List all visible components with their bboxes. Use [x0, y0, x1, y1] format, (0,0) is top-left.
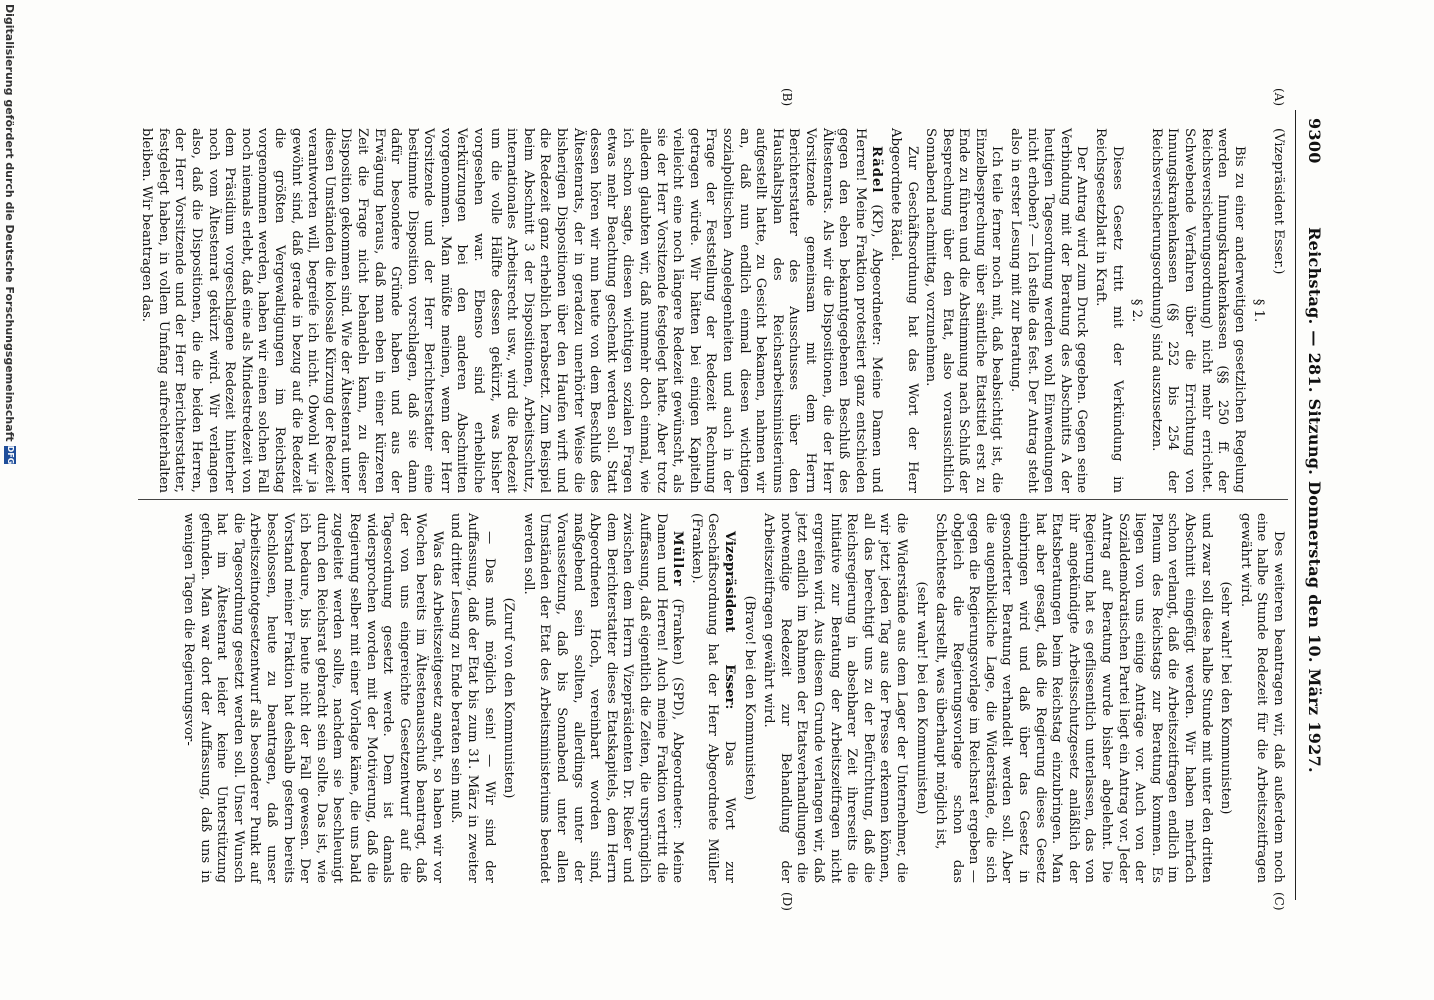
speech-text: (KP), Abgeordneter: Meine Damen und Herren! Meine Fraktion protestiert ganz entschieden gegen den eben bekanntgegebenen Beschluß des Ältestenrats. Als wir die Dispositionen, die der Herr Vorsitzende gemeinsam mit dem Herrn Berichterstatter des Ausschusses über den Haushaltsplan des Reichsarbeitsministeriums aufgestellt hatte, zu Gesicht bekamen, nahmen wir an, daß nun endlich einmal diesen wichtigen sozialpolitischen Angelegenheiten und auch in der Frage der Feststellung der Redezeit Rechnung getragen würde. Wir hätten bei einigen Kapiteln vielleicht eine noch längere Redezeit gewünscht, als sie der Herr Vorsitzende festgelegt hatte. Aber trotz alledem glaubten wir, daß nunmehr doch einmal, wie ich schon sagte, diesen wichtigen sozialen Fragen etwas mehr Beachtung geschenkt werden soll. Statt dessen hören wir nun heute von dem Beschluß des Ältestenrats, der in geradezu unerhörter Weise die bisherigen Dispositionen über den Haufen wirft und die Redezeit ganz erheblich herabsetzt. Zum Beispiel beim Abschnitt 3 der Dispositionen, Arbeitsschutz, internationales Arbeitsrecht usw., wird die Redezeit um die volle Hälfte dessen gekürzt, was bisher vorgesehen war. Ebenso sind erhebliche Verkürzungen bei den anderen Abschnitten vorgenommen. Man müßte meinen, wenn der Herr Vorsitzende und der Herr Berichterstatter eine bestimmte Disposition vorschlagen, daß sie dann dafür besondere Gründe haben und aus der Erwägung heraus, daß man eben in einer kürzeren Zeit die Frage nicht behandeln kann, zu dieser Disposition gekommen sind. Wie der Ältestenrat unter diesen Umständen die kolossale Kürzung der Redezeit verantworten will, begreife ich nicht. Obwohl wir ja gewöhnt sind, daß gerade in bezug auf die Redezeit die größten Vergewaltigungen im Reichstag vorgenommen werden, haben wir einen solchen Fall noch niemals erlebt, daß eine als Mindestredezeit von dem Präsidium vorgeschlagene Redezeit hinterher noch vom Ältestenrat gekürzt wird. Wir verlangen also, daß die Dispositionen, die die beiden Herren, der Herr Vorsitzende und der Herr Berichterstatter, festgelegt haben, in vollem Umfang aufrechterhalten bleiben. Wir beantragen das.: [139, 128, 885, 493]
section-2-text: Dieses Gesetz tritt mit der Verkündung im Reichsgesetzblatt in Kraft.: [1093, 128, 1125, 493]
speech-mueller: [519, 513, 685, 883]
dfg-logo-icon: DFG: [6, 445, 15, 465]
left-column: [136, 128, 1286, 493]
margin-marker-d: (D): [780, 892, 794, 911]
margin-marker-c: (C): [1272, 892, 1286, 911]
section-1-text: Bis zu einer anderweitigen gesetzlichen Regelung werden Innungskrankenkassen (§§ 250 ff. der Reichsversicherungsordnung) nicht mehr errichtet. Schwebende Verfahren über die Errichtung von Innungskrankenkassen (§§ 252 bis 254 der Reichsversicherungsordnung) sind auszusetzen.: [1148, 128, 1247, 493]
chair-name: Vizepräsident Esser:: [722, 531, 737, 710]
chair-statement: [687, 513, 737, 883]
speech-radel: [138, 128, 885, 493]
interjection: (Zuruf von den Kommunisten): [501, 597, 517, 799]
speaker-name: Müller: [670, 531, 686, 587]
footer-credit: Digitalisierung gefördert durch die Deutsche Forschungsgemeinschaft: [3, 4, 17, 442]
margin-marker-a: (A): [1272, 88, 1286, 107]
interjection: (sehr wahr! bei den Kommunisten): [913, 581, 929, 815]
speech-text: (Franken) (SPD), Abgeordneter: Meine Damen und Herren! Auch meine Fraktion vertritt die Auffassung, daß eigentlich die Zeiten, die ursprünglich zwischen dem Herrn Vizepräsidenten Dr. Rießer und dem Berichterstatter dieses Etatskapitels, dem Herrn Abgeordneten Hoch, vereinbart worden sind, maßgebend sein sollten, allerdings unter der Voraussetzung, daß bis Sonnabend unter allen Umständen der Etat des Arbeitsministeriums beendet werden soll.: [520, 513, 686, 883]
margin-marker-b: (B): [780, 88, 794, 107]
paragraph: und zwar soll diese halbe Stunde mit unter den dritten Abschnitt eingefügt werden. Wir haben mehrfach schon verlangt, daß die Arbeitszeitfragen endlich im Plenum des Reichstags zur Beratung kommen. Es liegen von uns einige Anträge vor. Auch von der Sozialdemokratischen Partei liegt ein Antrag vor. Jeder Antrag auf Beratung wurde bisher abgelehnt. Die Regierung hat es geflissentlich unterlassen, das von ihr angekündigte Arbeitsschutzgesetz anläßlich der Etatsberatungen beim Reichstag einzubringen. Man hat aber gesagt, daß die Regierung dieses Gesetz einbringen wird und daß über das Gesetz in gesonderter Beratung verhandelt werden soll. Aber die augenblickliche Lage, die Widerstände, die sich gegen die Regierungsvorlage im Reichsrat ergeben — obgleich die Regierungsvorlage schon das Schlechteste darstellt, was überhaupt möglich ist,: [933, 513, 1214, 883]
digitization-footer: [0, 0, 20, 1000]
page-header: [1298, 40, 1324, 960]
paragraph: — Das muß möglich sein! — Wir sind der Auffassung, daß der Etat bis zum 31. März in zweiter und dritter Lesung zu Ende beraten sein muß.: [448, 513, 497, 883]
speaker-name: Rädel: [869, 146, 885, 194]
interjection: (sehr wahr! bei den Kommunisten): [1218, 581, 1234, 815]
right-column: [177, 513, 1286, 883]
paragraph: Was das Arbeitszeitgesetz angeht, so haben wir vor Wochen bereits im Ältestenausschuß beantragt, daß der von uns eingereichte Gesetzentwurf auf die Tagesordnung gesetzt werde. Dem ist damals widersprochen worden mit der Motivierung, daß die Regierung selber mit einer Vorlage käme, die uns bald zugeleitet werden sollte, nachdem sie beschleunigt durch den Reichsrat gebracht sein sollte. Das ist, wie ich bedaure, bis heute nicht der Fall gewesen. Der Vorstand meiner Fraktion hat deshalb gestern bereits beschlossen, heute zu beantragen, daß unser Arbeitszeitnotgesetzentwurf als besonderer Punkt auf die Tagesordnung gesetzt werden soll. Unser Wunsch hat im Ältestenrat leider keine Unterstützung gefunden. Man war dort der Auffassung, daß uns in wenigen Tagen die Regierungsvor-: [181, 513, 445, 883]
chair-text: Das Wort zur Geschäftsordnung hat der Herr Abgeordnete Müller (Franken).: [688, 513, 737, 883]
paragraph: Der Antrag wird zum Druck gegeben. Gegen seine Verbindung mit der Beratung des Abschnitts A der heutigen Tagesordnung werden wohl Einwendungen nicht erhoben? — Ich stelle das fest. Der Antrag steht also in erster Lesung mit zur Beratung.: [1008, 128, 1090, 493]
page-number: 9300: [1305, 118, 1324, 164]
section-1-heading: § 1.: [1251, 298, 1267, 323]
column-divider: [138, 499, 1288, 500]
section-2-heading: § 2.: [1129, 298, 1145, 323]
interjection: (Bravo! bei den Kommunisten): [741, 595, 757, 801]
chair-label: (Vizepräsident Esser.): [1271, 128, 1286, 275]
paragraph: Des weiteren beantragen wir, daß außerdem noch eine halbe Stunde Redezeit für die Arbeitszeitfragen gewährt wird.: [1237, 513, 1286, 883]
paragraph: die Widerstände aus dem Lager der Unternehmer, die wir jetzt jeden Tag aus der Presse erkennen können, all das berechtigt uns zu der Befürchtung, daß die Reichsregierung in absehbarer Zeit ihrerseits die Initiative zur Beratung der Arbeitszeitfragen nicht ergreifen wird. Aus diesem Grunde verlangen wir, daß jetzt endlich im Rahmen der Etatsverhandlungen die notwendige Redezeit zur Behandlung der Arbeitszeitfragen gewährt wird.: [761, 513, 909, 883]
paragraph: Ich teile ferner noch mit, daß beabsichtigt ist, die Einzelbesprechung über sämtliche Etatstitel erst zu Ende zu führen und die Abstimmung nach Schluß der Besprechung über den Etat, also voraussichtlich Sonnabend nachmittag, vorzunehmen.: [923, 128, 1005, 493]
paragraph: Zur Geschäftsordnung hat das Wort der Herr Abgeordnete Rädel.: [887, 128, 920, 493]
header-rule: [1295, 110, 1296, 900]
page-title: Reichstag. — 281. Sitzung. Donnerstag den 10. März 1927.: [1305, 227, 1324, 773]
